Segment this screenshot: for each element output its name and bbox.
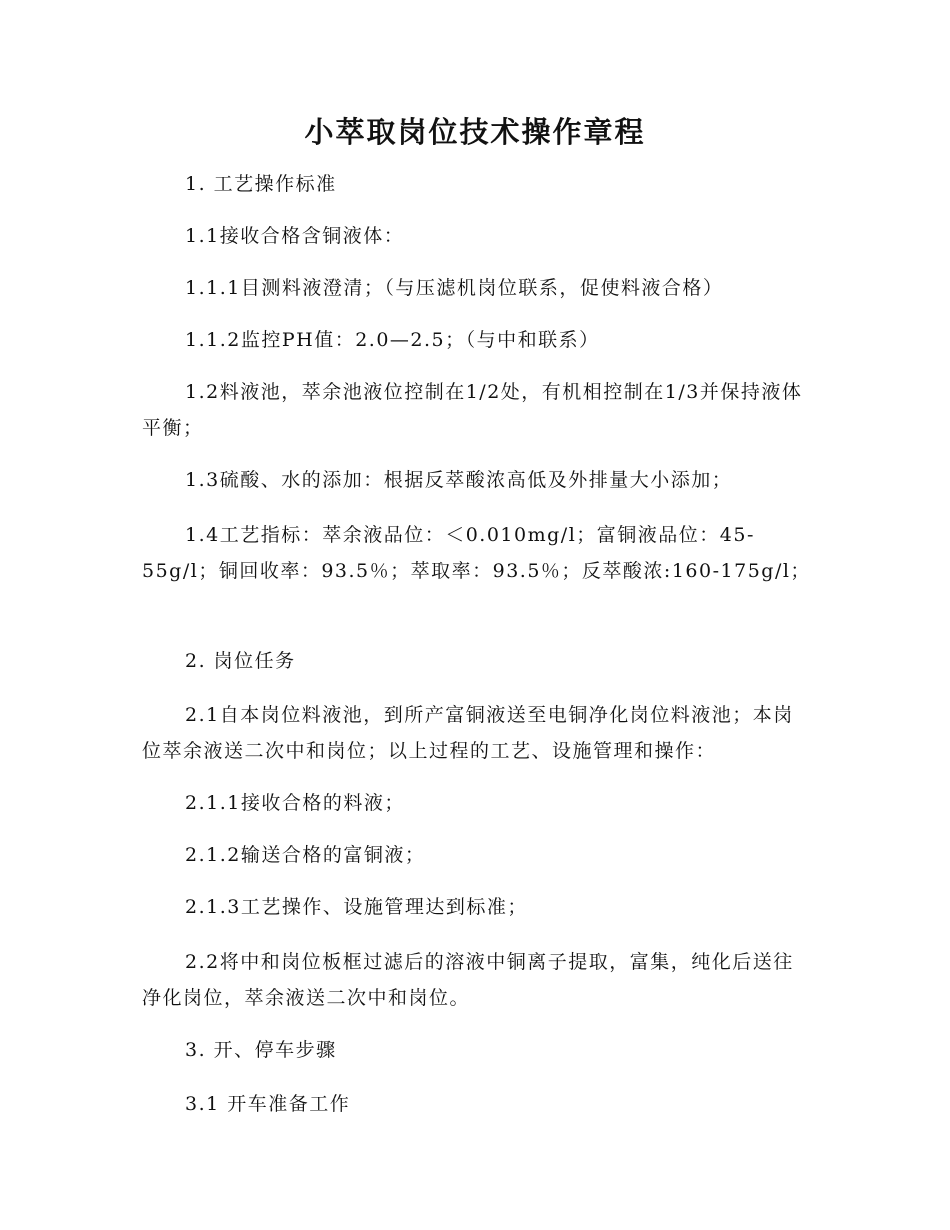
page-title: 小萃取岗位技术操作章程	[304, 115, 646, 149]
section-heading-3: 3. 开、停车步骤	[185, 1039, 337, 1061]
paragraph-1-2: 1.2料液池，萃余池液位控制在1/2处，有机相控制在1/3并保持液体平衡；	[142, 381, 803, 439]
paragraph-1-4: 1.4工艺指标：萃余液品位：＜0.010mg/l；富铜液品位：45-55g/l；铜回收率：93.5％；萃取率：93.5％；反萃酸浓:160-175g/l；	[142, 524, 811, 582]
paragraph-2-1-1: 2.1.1接收合格的料液；	[185, 792, 405, 814]
paragraph-1-1-1: 1.1.1目测料液澄清；（与压滤机岗位联系，促使料液合格）	[185, 277, 724, 299]
section-heading-2: 2. 岗位任务	[185, 650, 296, 672]
section-heading-1: 1. 工艺操作标准	[185, 173, 337, 195]
paragraph-1-1-2: 1.1.2监控PH值：2.0—2.5；（与中和联系）	[185, 329, 600, 351]
paragraph-1-3: 1.3硫酸、水的添加：根据反萃酸浓高低及外排量大小添加；	[185, 469, 733, 491]
paragraph-2-1-2: 2.1.2输送合格的富铜液；	[185, 844, 426, 866]
paragraph-3-1: 3.1 开车准备工作	[185, 1093, 351, 1115]
paragraph-2-1: 2.1自本岗位料液池，到所产富铜液送至电铜净化岗位料液池；本岗位萃余液送二次中和岗位；以上过程的工艺、设施管理和操作：	[142, 704, 794, 762]
paragraph-2-2: 2.2将中和岗位板框过滤后的溶液中铜离子提取，富集，纯化后送往净化岗位，萃余液送二次中和岗位。	[142, 951, 794, 1009]
paragraph-2-1-3: 2.1.3工艺操作、设施管理达到标准；	[185, 896, 528, 918]
paragraph-1-1: 1.1接收合格含铜液体：	[185, 225, 405, 247]
